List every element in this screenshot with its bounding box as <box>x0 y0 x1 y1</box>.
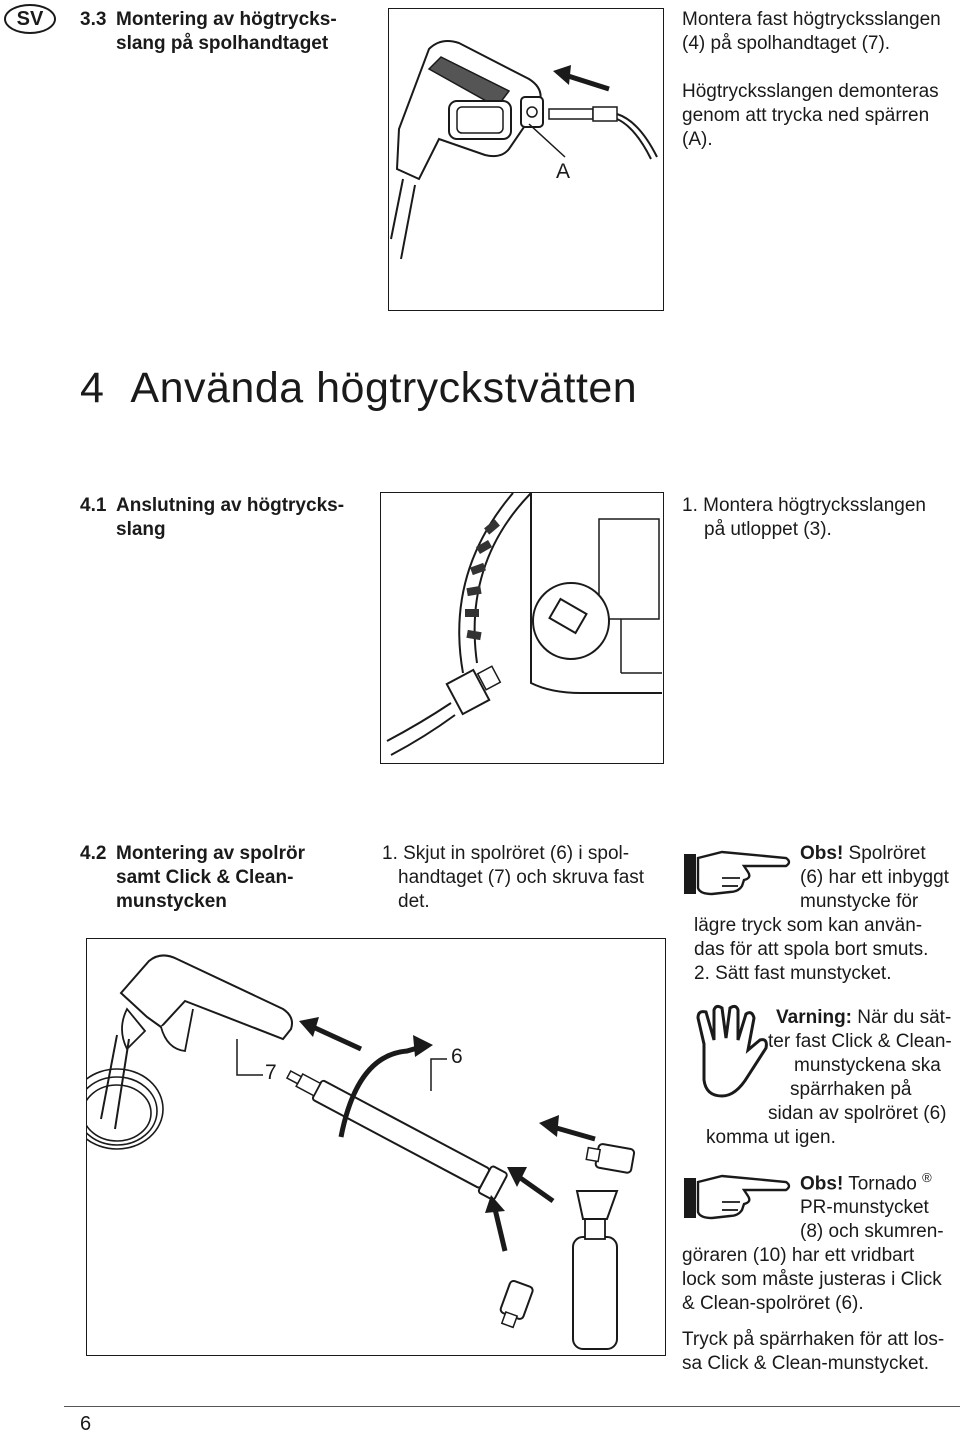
obs-label: Obs! <box>800 843 844 864</box>
text-line: (4) på spolhandtaget (7). <box>682 33 891 54</box>
text-line: (6) har ett inbyggt <box>800 867 949 888</box>
figure-label-a: A <box>556 160 571 183</box>
spray-handle-illustration <box>389 9 662 309</box>
text-line: Spolröret <box>843 843 926 864</box>
text-line: (A). <box>682 129 713 150</box>
text-line: lägre tryck som kan använ- <box>694 915 923 936</box>
text-line: Tryck på spärrhaken för att los- <box>682 1329 945 1350</box>
text-line: Montera fast högtrycksslangen <box>682 9 941 30</box>
obs-label: Obs! <box>800 1173 844 1195</box>
text-line: på utloppet (3). <box>704 519 832 540</box>
section-3-3-text <box>682 8 941 152</box>
text-line: & Clean-spolröret (6). <box>682 1293 864 1315</box>
text-line: handtaget (7) och skruva fast <box>398 867 645 888</box>
final-instruction <box>682 1328 958 1376</box>
text-line: Tornado <box>843 1173 917 1195</box>
outlet-connection-figure <box>380 492 664 764</box>
text-line: 1. Skjut in spolröret (6) i spol- <box>382 843 630 864</box>
text-line: munstycke för <box>800 891 919 912</box>
section-title-line: munstycken <box>116 891 227 912</box>
section-number: 4.2 <box>80 843 107 864</box>
section-number: 3.3 <box>80 9 107 30</box>
section-title-line: slang <box>116 519 166 540</box>
section-4-1-heading <box>80 494 344 542</box>
text-line: sa Click & Clean-munstycket. <box>682 1353 930 1374</box>
text-line: genom att trycka ned spärren <box>682 105 930 126</box>
text-line: det. <box>398 891 430 912</box>
section-title-line: Anslutning av högtrycks- <box>116 495 345 516</box>
section-title-line: Montering av högtrycks- <box>116 9 337 30</box>
page-number: 6 <box>80 1413 92 1435</box>
warning-note <box>706 1006 958 1150</box>
text-line: 1. Montera högtrycksslangen <box>682 495 926 516</box>
text-line: sidan av spolröret (6) <box>768 1103 947 1124</box>
section-3-3-heading <box>80 8 337 56</box>
lance-illustration <box>87 939 664 1354</box>
figure-label-7: 7 <box>265 1061 277 1084</box>
obs-note-2 <box>682 1166 958 1316</box>
section-4-1-text <box>682 494 926 542</box>
spray-handle-hose-figure <box>388 8 664 311</box>
text-line: (8) och skumren- <box>800 1221 944 1243</box>
text-line: komma ut igen. <box>706 1127 836 1148</box>
text-line: munstyckena ska <box>794 1055 941 1076</box>
footer-divider <box>64 1406 960 1407</box>
text-line: ter fast Click & Clean- <box>768 1031 952 1052</box>
section-title-line: slang på spolhandtaget <box>116 33 329 54</box>
arrow-icon <box>565 75 609 89</box>
section-title-line: samt Click & Clean- <box>116 867 294 888</box>
section-4-2-heading <box>80 842 305 914</box>
text-line: När du sät- <box>852 1007 952 1028</box>
chapter-number: 4 <box>80 364 105 412</box>
section-4-2-text <box>382 842 644 914</box>
text-line: göraren (10) har ett vridbart <box>682 1245 915 1267</box>
language-badge: SV <box>4 4 56 34</box>
warning-label: Varning: <box>776 1007 853 1028</box>
registered-mark: ® <box>922 1170 932 1185</box>
step-2-text: 2. Sätt fast munstycket. <box>694 963 892 984</box>
lance-nozzle-figure <box>86 938 666 1356</box>
text-line: PR-munstycket <box>800 1197 929 1219</box>
text-line: spärrhaken på <box>790 1079 912 1100</box>
chapter-heading <box>80 364 637 413</box>
text-line: lock som måste justeras i Click <box>682 1269 942 1291</box>
chapter-title: Använda högtryckstvätten <box>130 364 638 412</box>
section-title-line: Montering av spolrör <box>116 843 305 864</box>
text-line: das för att spola bort smuts. <box>694 939 929 960</box>
obs-note-1 <box>682 842 958 986</box>
figure-label-6: 6 <box>451 1045 463 1068</box>
outlet-illustration <box>381 493 662 762</box>
section-number: 4.1 <box>80 495 107 516</box>
text-line: Högtrycksslangen demonteras <box>682 81 939 102</box>
